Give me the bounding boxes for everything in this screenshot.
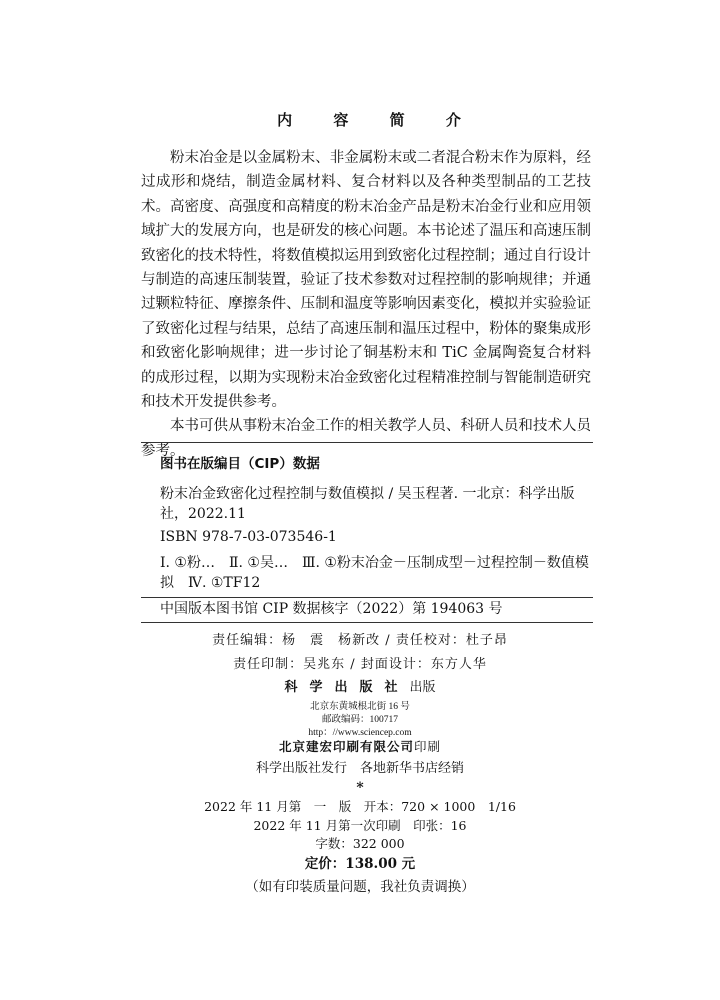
edition-line-2: 2022 年 11 月第一次印刷 印张：16	[253, 818, 467, 833]
divider	[141, 442, 593, 443]
separator-star: *	[356, 780, 364, 796]
publisher-address: 北京东黄城根北街 16 号	[310, 702, 410, 712]
cip-isbn: ISBN 978-7-03-073546-1	[160, 529, 337, 545]
abstract-paragraph: 本书可供从事粉末冶金工作的相关教学人员、科研人员和技术人员参考。	[141, 418, 591, 459]
publisher-name: 科学出版社	[284, 680, 410, 695]
cip-header: 图书在版编目（CIP）数据	[160, 456, 320, 472]
publisher-line	[0, 676, 720, 695]
credits-print-design: 责任印制：吴兆东 / 封面设计：东方人华	[233, 657, 487, 672]
credits-editors: 责任编辑：杨 震 杨新改 / 责任校对：杜子昂	[212, 633, 508, 648]
abstract-paragraph: 粉末冶金是以金属粉末、非金属粉末或二者混合粉末作为原料，经过成形和烧结，制造金属材料、复合材料以及各种类型制品的工艺技术。高密度、高强度和高精度的粉末冶金产品是粉末冶金行业和应用领域扩大的发展方向，也是研发的核心问题。本书论述了温压和高速压制致密化的技术特性，将数值模拟运用到致密化过程控制；通过自行设计与制造的高速压制装置，验证了技术参数对过程控制的影响规律；并通过颗粒特征、摩擦条件、压制和温度等影响因素变化，模拟并实验验证了致密化过程与结果，总结了高速压制和温压过程中，粉体的聚集成形和致密化影响规律；进一步讨论了铜基粉末和 TiC 金属陶瓷复合材料的成形过程，以期为实现粉末冶金致密化过程精准控制与智能制造研究和技术开发提供参考。	[141, 150, 591, 411]
publisher-postcode: 邮政编码：100717	[321, 715, 398, 725]
publisher-suffix: 出版	[409, 680, 436, 695]
cip-verification: 中国版本图书馆 CIP 数据核字（2022）第 194063 号	[160, 601, 503, 617]
cip-classification: Ⅰ. ①粉… Ⅱ. ①吴… Ⅲ. ①粉末冶金－压制成型－过程控制－数值模拟 Ⅳ. ①TF12	[160, 555, 589, 591]
exchange-note: （如有印装质量问题，我社负责调换）	[245, 879, 475, 895]
page-title: 内 容 简 介	[277, 111, 479, 129]
abstract	[141, 146, 591, 463]
printer-suffix: 印刷	[414, 739, 442, 754]
divider	[141, 597, 593, 598]
printer-name: 北京建宏印刷有限公司	[278, 739, 414, 754]
divider	[141, 622, 593, 623]
publisher-website: http：//www.sciencep.com	[308, 728, 412, 738]
price: 定价：138.00 元	[304, 856, 416, 872]
edition-line-3: 字数：322 000	[315, 836, 405, 851]
cip-bibliographic-line: 粉末冶金致密化过程控制与数值模拟 / 吴玉程著. 一北京：科学出版社，2022.11	[160, 486, 575, 522]
edition-line-1: 2022 年 11 月第 一 版 开本：720 × 1000 1/16	[204, 799, 516, 814]
distribution: 科学出版社发行 各地新华书店经销	[255, 761, 464, 776]
printer-line	[0, 737, 720, 755]
